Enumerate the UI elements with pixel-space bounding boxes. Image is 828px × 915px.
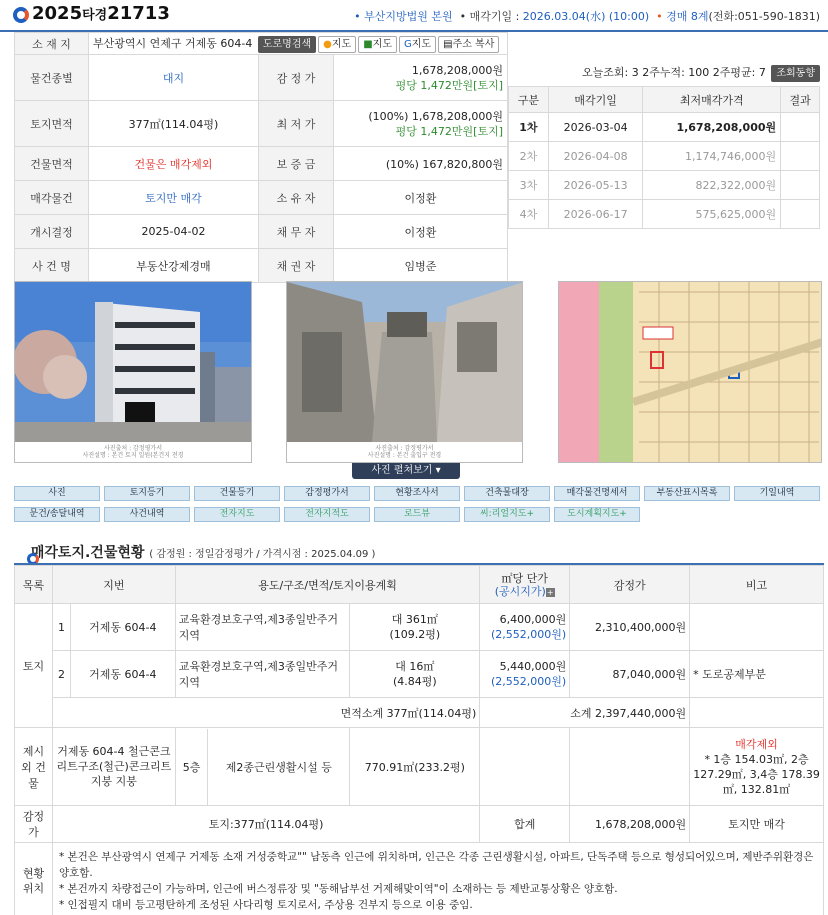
case-number: 2025타경21713 [32,3,170,24]
location-map-image [559,282,822,463]
view-stats: 오늘조회: 3 2주누적: 100 2주평균: 7 조회동향 [508,58,820,86]
tab-appraisal-report[interactable]: 감정평가서 [284,486,370,501]
schedule-table: 구분 매각기일 최저매각가격 결과 1차 2026-03-04 1,678,208,000원 2차 2026-04-08 1,174,746,000원 3차 2026-05-13 822,322,000원 4차 2026-06-17 575,625,000원 [508,86,820,229]
table-row: 2 거제동 604-4 교육환경보호구역,제3종일반주거지역 대 16㎡ (4.84평) 5,440,000원 (2,552,000원) 87,040,000원 * 도로공제부분 [15,651,824,698]
tab-property-list[interactable]: 부동산표시목록 [644,486,730,501]
deposit-value: (10%) 167,820,800원 [334,147,508,181]
deposit-label: 보 증 금 [259,147,334,181]
building-area-value: 건물은 매각제외 [89,147,259,181]
site-logo-icon [13,7,29,23]
photo-building[interactable]: 사진출처 : 감정평가서 사진설명 : 본건 토지 일원(본건지 전경 [14,281,252,463]
tab-e-cadastral-map[interactable]: 전자지적도 [284,507,370,522]
photo-entrance[interactable]: 사진출처 : 감정평가서 사진설명 : 본건 출입구 전경 [286,281,523,463]
tab-city-plan-map[interactable]: 도시계획지도+ [554,507,640,522]
table-row: 토지 1 거제동 604-4 교육환경보호구역,제3종일반주거지역 대 361㎡ (109.2평) 6,400,000원 (2,552,000원) 2,310,400,000원 [15,604,824,651]
tab-documents[interactable]: 문건/송달내역 [14,507,100,522]
header-info: • 부산지방법원 본원 • 매각기일 : 2026.03.04(水) (10:00) • 경매 8계(전화:051-590-1831) [354,10,820,23]
chevron-down-icon: ▾ [435,465,441,476]
tab-sale-statement[interactable]: 매각물건명세서 [554,486,640,501]
address-value: 부산광역시 연제구 거제동 604-4 [93,36,253,50]
section-title: 매각토지.건물현황 ( 감정원 : 정일감정평가 / 가격시점 : 2025.04.09 ) [14,542,375,562]
auction-schedule [508,58,820,229]
start-decision-label: 개시결정 [15,215,89,249]
sale-item-label: 매각물건 [15,181,89,215]
case-name-label: 사 건 명 [15,249,89,283]
dept-link[interactable]: 경매 8계 [666,10,709,23]
tab-status-survey[interactable]: 현황조사서 [374,486,460,501]
view-trend-button[interactable]: 조회동향 [771,65,820,82]
property-info-table: 소 재 지 부산광역시 연제구 거제동 604-4 도로명검색 ●지도 ■지도 G지도 ▤주소 복사 물건종별 대지 감 정 가 1,678,208,000원 평당 1,472만원[토지] 토지면적 377㎡(114.04평) 최 저 가 (100%) 1,678,208,000원 평당 1,472만원[토지] 건물면적 건물은 매각제외 보 증 금 (10%) 167,820,800원 매각물건 토지만 매각 소 유 자 이정환 개시결정 2025-04-02 채 무 자 이정환 사 건 명 부동산강제경매 채 권 자 임병준 [14,32,508,283]
appraisal-label: 감 정 가 [259,55,334,101]
copy-address-button[interactable]: ▤주소 복사 [438,36,499,53]
case-name-value: 부동산강제경매 [89,249,259,283]
tab-building-ledger[interactable]: 건축물대장 [464,486,550,501]
public-price-link[interactable]: (공시지가) [494,584,546,598]
schedule-row: 3차 2026-05-13 822,322,000원 [509,171,820,200]
creditor-value: 임병준 [334,249,508,283]
building-row: 제시외 건물 거제동 604-4 철근콘크리트구조(철근)콘크리트지붕 지붕 5층 제2종근린생활시설 등 770.91㎡(233.2평) 매각제외 * 1층 154.03㎡, 2층 127.29㎡, 3,4층 178.39㎡, 132.81㎡ [15,728,824,806]
creditor-label: 채 권 자 [259,249,334,283]
min-price-value: (100%) 1,678,208,000원 [368,109,503,123]
appraisal-value: 1,678,208,000원 [411,63,503,77]
min-price-label: 최 저 가 [259,101,334,147]
address-label: 소 재 지 [15,33,89,55]
auction-date: 2026.03.04(水) (10:00) [522,10,650,23]
building-area-label: 건물면적 [15,147,89,181]
appraisal-row: 감정가 토지:377㎡(114.04평) 합계 1,678,208,000원 토지만 매각 [15,806,824,843]
type-value: 대지 [89,55,259,101]
tab-e-map[interactable]: 전자지도 [194,507,280,522]
entrance-photo-image [287,282,523,442]
schedule-row: 4차 2026-06-17 575,625,000원 [509,200,820,229]
debtor-label: 채 무 자 [259,215,334,249]
map-button-naver[interactable]: ■지도 [358,36,397,53]
map-button-google[interactable]: G지도 [399,36,436,53]
schedule-row: 1차 2026-03-04 1,678,208,000원 [509,113,820,142]
tab-date-history[interactable]: 기일내역 [734,486,820,501]
type-label: 물건종별 [15,55,89,101]
building-photo-image [15,282,252,442]
tab-building-registry[interactable]: 건물등기 [194,486,280,501]
map-button-1[interactable]: ●지도 [318,36,356,53]
land-subtotal-row: 면적소계 377㎡(114.04평) 소계 2,397,440,000원 [15,698,824,728]
debtor-value: 이정환 [334,215,508,249]
owner-label: 소 유 자 [259,181,334,215]
photo-unfold-button[interactable]: 사진 펼쳐보기 ▾ [352,463,460,479]
land-area-value: 377㎡(114.04평) [89,101,259,147]
header-bar [0,0,828,32]
land-building-table: 목록 지번 용도/구조/면적/토지이용계획 ㎡당 단가 (공시지가)+ 감정가 비고 토지 1 거제동 604-4 교육환경보호구역,제3종일반주거지역 대 361㎡ (109.2평) 6,400,000원 (2,552,000원) 2,310,400,000원 2 거제동 604-4 교육환경보호구역,제3종일반주거지역 대 16㎡ (4.84평) 5,440,000원 (2,552,000원) 87,040,000원 * 도로공제부분 면적소계 377㎡(114.04평) 소계 2,397,440,000원 제시외 건물 거제동 604-4 철근콘크리트구조(철근)콘크리트지붕 지붕 5층 제2종근린생활시설 등 770.91㎡(233.2평) 매각제외 * 1층 154.03㎡, 2층 127.29㎡, 3,4층 178.39㎡, 132.81㎡ 감정가 토지:377㎡(114.04평) 합계 1,678,208,000원 토지만 매각 현황 위치 * 본건은 부산광역시 연제구 거제동 소재 거성중학교"" 남동측 인근에 위치하며, 인근은 각종 근린생활시설, 아파트, 단독주택 등으로 형성되어있으며, 제반주위환경은 양호함. * 본건까지 차량접근이 가능하며, 인근에 버스정류장 및 "동해남부선 거제해맞이역"이 소재하는 등 제반교통상황은 양호함. * 인접필지 대비 등고평탄하게 조성된 사다리형 토지로서, 주상용 건부지 등으로 이용 중임. [14,565,824,915]
road-name-search-button[interactable]: 도로명검색 [258,36,316,53]
sale-item-value: 토지만 매각 [89,181,259,215]
tab-roadview[interactable]: 로드뷰 [374,507,460,522]
tab-real-map[interactable]: 씨:리얼지도+ [464,507,550,522]
court-link[interactable]: 부산지방법원 본원 [364,10,453,23]
land-area-label: 토지면적 [15,101,89,147]
photo-map[interactable] [558,281,822,463]
schedule-row: 2차 2026-04-08 1,174,746,000원 [509,142,820,171]
start-decision-value: 2025-04-02 [89,215,259,249]
tab-land-registry[interactable]: 토지등기 [104,486,190,501]
owner-value: 이정환 [334,181,508,215]
plus-icon[interactable]: + [546,587,554,597]
tab-case-history[interactable]: 사건내역 [104,507,190,522]
tab-photo[interactable]: 사진 [14,486,100,501]
status-row: 현황 위치 * 본건은 부산광역시 연제구 거제동 소재 거성중학교"" 남동측 인근에 위치하며, 인근은 각종 근린생활시설, 아파트, 단독주택 등으로 형성되어있으며, 제반주위환경은 양호함. * 본건까지 차량접근이 가능하며, 인근에 버스정류장 및 "동해남부선 거제해맞이역"이 소재하는 등 제반교통상황은 양호함. * 인접필지 대비 등고평탄하게 조성된 사다리형 토지로서, 주상용 건부지 등으로 이용 중임. [15,843,824,915]
